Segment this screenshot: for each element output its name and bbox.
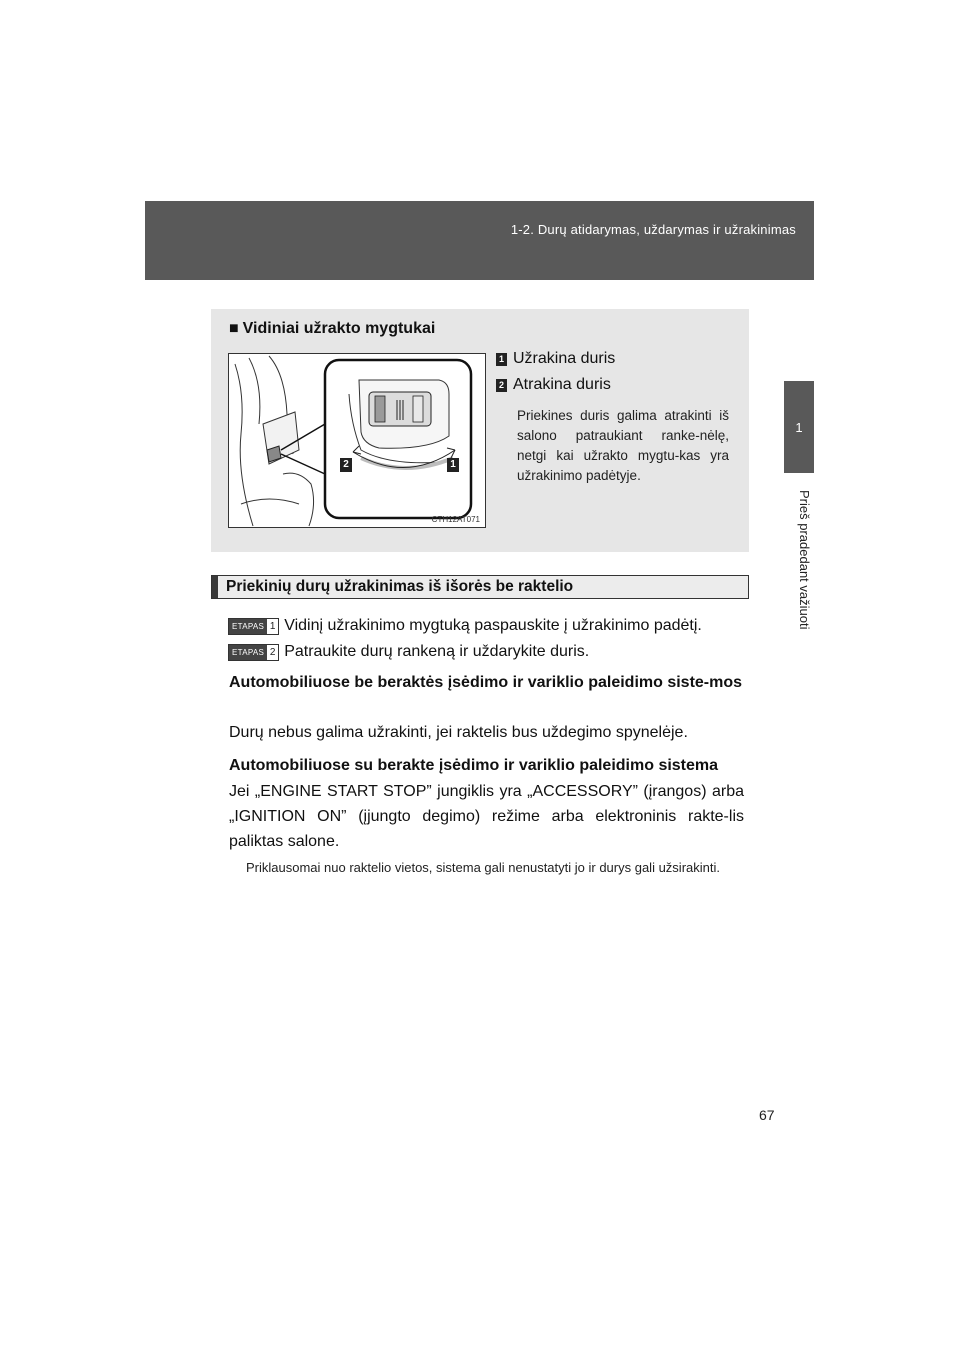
- legend-1-badge: 1: [496, 353, 507, 366]
- step-2: [228, 643, 589, 661]
- callout-1-badge: 1: [447, 458, 459, 472]
- step-1-text: Vidinį užrakinimo mygtuką paspauskite į užrakinimo padėtį.: [284, 617, 702, 634]
- legend-item-2: [496, 376, 611, 394]
- info-box-heading: [229, 320, 435, 338]
- section-title-bar: [211, 575, 749, 599]
- legend-2-label: Atrakina duris: [513, 376, 611, 393]
- square-bullet-icon: ■: [229, 320, 239, 337]
- door-lock-illustration: [228, 353, 486, 528]
- step-2-text: Patraukite durų rankeną ir uždarykite duris.: [284, 643, 590, 660]
- callout-2-badge: 2: [340, 458, 352, 472]
- figure-code: CTH12AT071: [431, 515, 480, 524]
- step-2-badge-label: ETAPAS: [229, 645, 267, 660]
- section-title: Priekinių durų užrakinimas iš išorės be raktelio: [226, 578, 574, 595]
- legend-1-label: Užrakina duris: [513, 350, 616, 367]
- page-header: [145, 201, 814, 280]
- step-1: [228, 617, 702, 635]
- chapter-tab: 1: [784, 381, 814, 473]
- info-box: [211, 309, 749, 552]
- section-accent: [212, 576, 218, 598]
- header-title: 1-2. Durų atidarymas, uždarymas ir užrakinimas: [510, 222, 796, 237]
- paragraph-smart-key: Jei „ENGINE START STOP” jungiklis yra „ACCESSORY” (įrangos) arba „IGNITION ON” (įjungto degimo) režime arba elektroninis rakte-lis paliktas salone.: [229, 783, 744, 850]
- legend-item-1: [496, 350, 615, 368]
- door-lock-drawing: [229, 354, 485, 527]
- info-box-heading-text: Vidiniai užrakto mygtukai: [242, 320, 436, 337]
- legend-2-badge: 2: [496, 379, 507, 392]
- info-box-note: Priekines duris galima atrakinti iš salono patraukiant ranke-nėlę, netgi kai užrakto mygtu-kas yra užrakinimo padėtyje.: [517, 408, 729, 483]
- step-2-badge: [228, 644, 279, 661]
- subheading-smart-key: Automobiliuose su berakte įsėdimo ir variklio paleidimo sistema: [229, 757, 719, 774]
- note-text: Priklausomai nuo raktelio vietos, sistema gali nenustatyti jo ir durys gali užsirakinti.: [246, 860, 720, 875]
- paragraph-no-smart-key: Durų nebus galima užrakinti, jei raktelis bus uždegimo spynelėje.: [229, 724, 688, 741]
- step-2-badge-number: 2: [267, 645, 278, 660]
- step-1-badge: [228, 618, 279, 635]
- step-1-badge-label: ETAPAS: [229, 619, 267, 634]
- chapter-title-vertical: Prieš pradedant važiuoti: [797, 490, 812, 630]
- subheading-no-smart-key: Automobiliuose be beraktės įsėdimo ir variklio paleidimo siste-mos: [229, 674, 743, 691]
- page-number: 67: [759, 1107, 775, 1123]
- step-1-badge-number: 1: [267, 619, 278, 634]
